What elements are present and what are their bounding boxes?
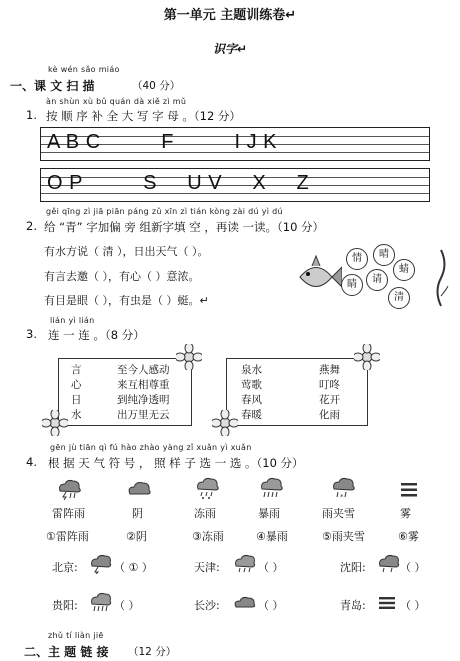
right-phrase-3: 春风 — [241, 394, 262, 406]
bubble-qing-1: 情 — [346, 248, 368, 270]
q2-line-3: 有目是眼（ ），有虫是（ ）蜓。↵ — [44, 294, 209, 307]
weather-name-6: 雾 — [400, 507, 411, 520]
thunderstorm-icon — [88, 554, 112, 574]
weather-name-5: 雨夹雪 — [322, 507, 355, 520]
q4-number: 4. — [26, 455, 37, 469]
bubble-qing-6: 清 — [388, 287, 410, 309]
q1-number: 1. — [26, 108, 37, 122]
freezing-rain-icon — [194, 477, 220, 500]
answer-beijing[interactable]: （ ① ） — [114, 561, 153, 574]
bubble-qing-3: 睛 — [341, 274, 363, 296]
section1-pinyin: kè wén sǎo miáo — [48, 65, 120, 74]
city-tianjin: 天津: — [194, 561, 220, 574]
matching-box-left — [58, 358, 192, 426]
q4-pinyin: gēn jù tiān qì fú hào zhào yàng zǐ xuǎn yì xuǎn — [50, 443, 252, 452]
flower-icon — [354, 344, 380, 370]
option-2: ②阴 — [126, 530, 147, 543]
section1-heading: 一、课 文 扫 描 — [10, 79, 95, 93]
city-guiyang: 贵阳: — [52, 599, 78, 612]
q1-prompt: 按 顺 序 补 全 大 写 字 母 。（12 分） — [46, 109, 241, 123]
weather-name-2: 阴 — [132, 507, 143, 520]
freezing-rain-icon — [232, 554, 256, 574]
weather-name-1: 雷阵雨 — [52, 507, 85, 520]
flower-icon — [176, 344, 202, 370]
left-char-3: 日 — [71, 394, 82, 406]
section2-pinyin: zhǔ tí liàn jiē — [48, 631, 104, 640]
right-match-4: 化雨 — [319, 409, 340, 421]
letter-band-2 — [40, 168, 430, 202]
section1-score: （40 分） — [132, 80, 181, 92]
section2-heading: 二、主 题 链 接 — [24, 645, 109, 659]
left-phrase-3: 到纯净透明 — [117, 394, 170, 406]
thunderstorm-icon — [56, 478, 82, 500]
q2-line-2: 有言去邀（ ），有心（ ）意浓。 — [44, 270, 200, 283]
bubble-qing-2: 晴 — [373, 244, 395, 266]
q4-prompt: 根 据 天 气 符 号 ， 照 样 子 选 一 选 。（10 分） — [48, 456, 304, 470]
answer-shenyang[interactable]: （ ） — [400, 561, 426, 574]
city-shenyang: 沈阳: — [340, 561, 366, 574]
fog-icon — [378, 596, 396, 610]
answer-changsha[interactable]: （ ） — [258, 599, 284, 612]
left-phrase-4: 出万里无云 — [117, 409, 170, 421]
option-5: ⑤雨夹雪 — [322, 530, 365, 543]
bubble-qing-5: 蜻 — [393, 259, 415, 281]
fish-icon — [292, 252, 342, 302]
weather-name-4: 暴雨 — [258, 507, 280, 520]
option-1: ①雷阵雨 — [46, 530, 89, 543]
q2-line-1: 有水方说（ 清 ），日出天气（ ）。 — [44, 245, 209, 258]
heavy-rain-icon — [258, 477, 284, 500]
left-phrase-1: 至今人感动 — [117, 364, 170, 376]
overcast-icon — [232, 594, 256, 610]
right-match-2: 叮咚 — [319, 379, 340, 391]
right-match-3: 花开 — [319, 394, 340, 406]
left-char-4: 水 — [71, 409, 82, 421]
q2-pinyin: gěi qīng zì jiā piān páng zǔ xīn zì tián kòng zài dú yì dú — [46, 207, 283, 216]
letter-band-1 — [40, 127, 430, 161]
section2-score: （12 分） — [128, 646, 177, 658]
q1-pinyin: àn shùn xù bǔ quán dà xiě zì mǔ — [46, 97, 187, 106]
heavy-rain-icon — [88, 592, 112, 612]
answer-tianjin[interactable]: （ ） — [258, 561, 284, 574]
flower-icon — [42, 410, 68, 436]
left-char-1: 言 — [71, 364, 82, 376]
sleet-icon — [376, 554, 400, 574]
city-changsha: 长沙: — [194, 599, 220, 612]
bubble-qing-4: 请 — [366, 269, 388, 291]
weather-name-3: 冻雨 — [194, 507, 216, 520]
seaweed-icon — [432, 246, 450, 308]
option-3: ③冻雨 — [192, 530, 224, 543]
svg-text:*: * — [340, 493, 344, 500]
left-char-2: 心 — [71, 379, 82, 391]
overcast-icon — [126, 478, 152, 498]
answer-guiyang[interactable]: （ ） — [114, 599, 140, 612]
letter-line-1: A B C F I J K — [47, 131, 277, 153]
q2-number: 2. — [26, 219, 37, 233]
left-phrase-2: 来互相尊重 — [117, 379, 170, 391]
fog-icon — [400, 482, 418, 498]
city-qingdao: 青岛: — [340, 599, 366, 612]
sleet-icon — [330, 477, 356, 500]
page-title: 第一单元 主题训练卷↵ — [163, 8, 297, 23]
right-phrase-1: 泉水 — [241, 364, 262, 376]
q3-pinyin: lián yì lián — [50, 316, 95, 325]
page-subtitle: 识字↵ — [212, 42, 248, 56]
right-match-1: 燕舞 — [319, 364, 340, 376]
letter-line-2: O P S U V X Z — [47, 172, 310, 194]
right-phrase-2: 莺歌 — [241, 379, 262, 391]
q3-number: 3. — [26, 327, 37, 341]
answer-qingdao[interactable]: （ ） — [400, 599, 426, 612]
option-6: ⑥雾 — [398, 530, 419, 543]
city-beijing: 北京: — [52, 561, 78, 574]
flower-icon — [212, 410, 238, 436]
q2-prompt: 给 “青” 字加偏 旁 组新字填 空 ，再读 一读。（10 分） — [44, 220, 325, 234]
q3-prompt: 连 一 连 。（8 分） — [48, 328, 145, 342]
option-4: ④暴雨 — [256, 530, 288, 543]
right-phrase-4: 春暖 — [241, 409, 262, 421]
matching-box-right — [226, 358, 368, 426]
